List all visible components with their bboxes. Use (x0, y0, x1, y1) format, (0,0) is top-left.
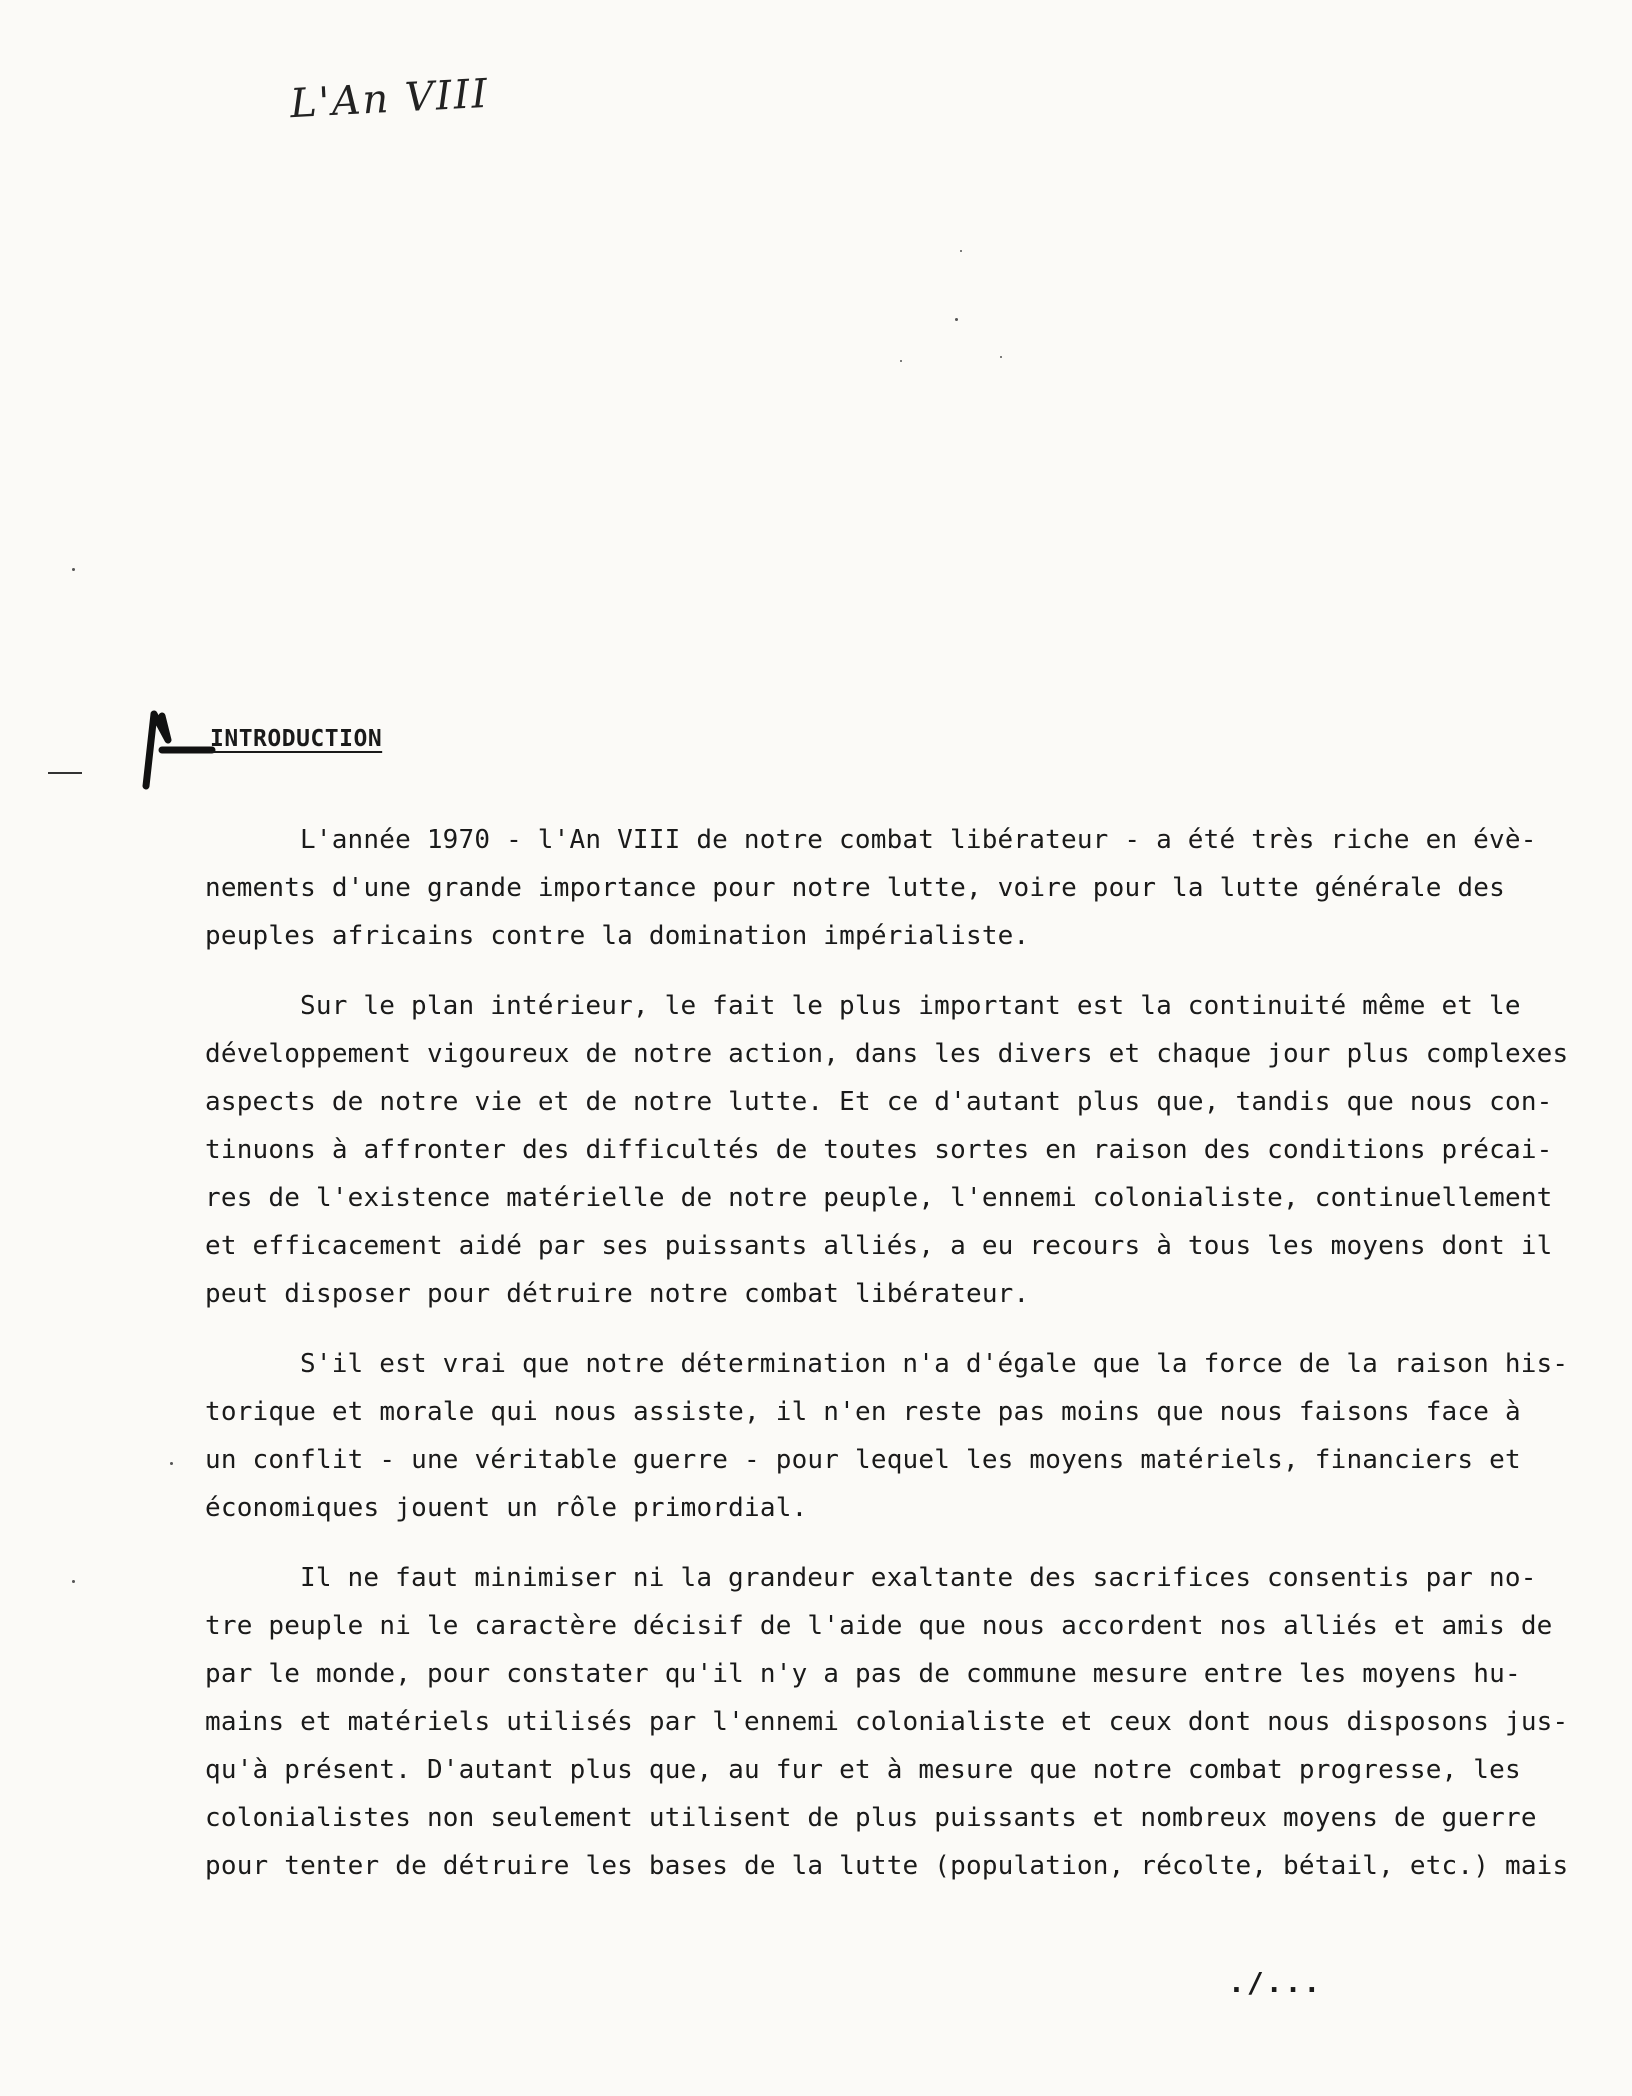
text-line: res de l'existence matérielle de notre peuple, l'ennemi colonialiste, continuellement (205, 1183, 1553, 1213)
scan-speck (960, 250, 962, 252)
text-line: peut disposer pour détruire notre combat libérateur. (205, 1279, 1030, 1309)
text-line: par le monde, pour constater qu'il n'y a pas de commune mesure entre les moyens hu- (205, 1659, 1521, 1689)
paragraph-2 (205, 982, 1569, 1318)
text-line: tre peuple ni le caractère décisif de l'aide que nous accordent nos alliés et amis de (205, 1611, 1553, 1641)
text-line: économiques jouent un rôle primordial. (205, 1493, 808, 1523)
text-line: S'il est vrai que notre détermination n'a d'égale que la force de la raison his- (300, 1349, 1569, 1379)
text-line: tinuons à affronter des difficultés de toutes sortes en raison des conditions précai- (205, 1135, 1553, 1165)
text-line: pour tenter de détruire les bases de la lutte (population, récolte, bétail, etc.) mais (205, 1851, 1569, 1881)
paragraph-4 (205, 1554, 1569, 1890)
scan-speck (72, 1580, 75, 1583)
text-line: mains et matériels utilisés par l'ennemi colonialiste et ceux dont nous disposons jus- (205, 1707, 1569, 1737)
margin-dash (48, 772, 82, 774)
scan-speck (72, 568, 75, 571)
scan-speck (955, 318, 958, 321)
text-line: L'année 1970 - l'An VIII de notre combat libérateur - a été très riche en évè- (300, 825, 1537, 855)
scan-speck (900, 360, 902, 362)
margin-check-mark (140, 706, 220, 796)
page-continuation-mark: ./... (1228, 1966, 1323, 1999)
paragraph-1 (205, 816, 1545, 960)
text-line: aspects de notre vie et de notre lutte. Et ce d'autant plus que, tandis que nous con- (205, 1087, 1553, 1117)
text-line: qu'à présent. D'autant plus que, au fur et à mesure que notre combat progresse, les (205, 1755, 1521, 1785)
handwritten-note: L'An VIII (288, 70, 491, 128)
section-heading: INTRODUCTION (210, 726, 383, 752)
text-line: un conflit - une véritable guerre - pour lequel les moyens matériels, financiers et (205, 1445, 1521, 1475)
text-line: colonialistes non seulement utilisent de plus puissants et nombreux moyens de guerre (205, 1803, 1537, 1833)
scan-speck (1000, 356, 1002, 358)
text-line: développement vigoureux de notre action, dans les divers et chaque jour plus complexes (205, 1039, 1569, 1069)
text-line: peuples africains contre la domination impérialiste. (205, 921, 1030, 951)
text-line: nements d'une grande importance pour notre lutte, voire pour la lutte générale des (205, 873, 1505, 903)
text-line: Il ne faut minimiser ni la grandeur exaltante des sacrifices consentis par no- (300, 1563, 1537, 1593)
text-line: Sur le plan intérieur, le fait le plus important est la continuité même et le (300, 991, 1521, 1021)
paragraph-3 (205, 1340, 1569, 1532)
scan-speck (170, 1462, 173, 1465)
body-text (205, 816, 1569, 1912)
text-line: et efficacement aidé par ses puissants alliés, a eu recours à tous les moyens dont il (205, 1231, 1553, 1261)
text-line: torique et morale qui nous assiste, il n'en reste pas moins que nous faisons face à (205, 1397, 1521, 1427)
